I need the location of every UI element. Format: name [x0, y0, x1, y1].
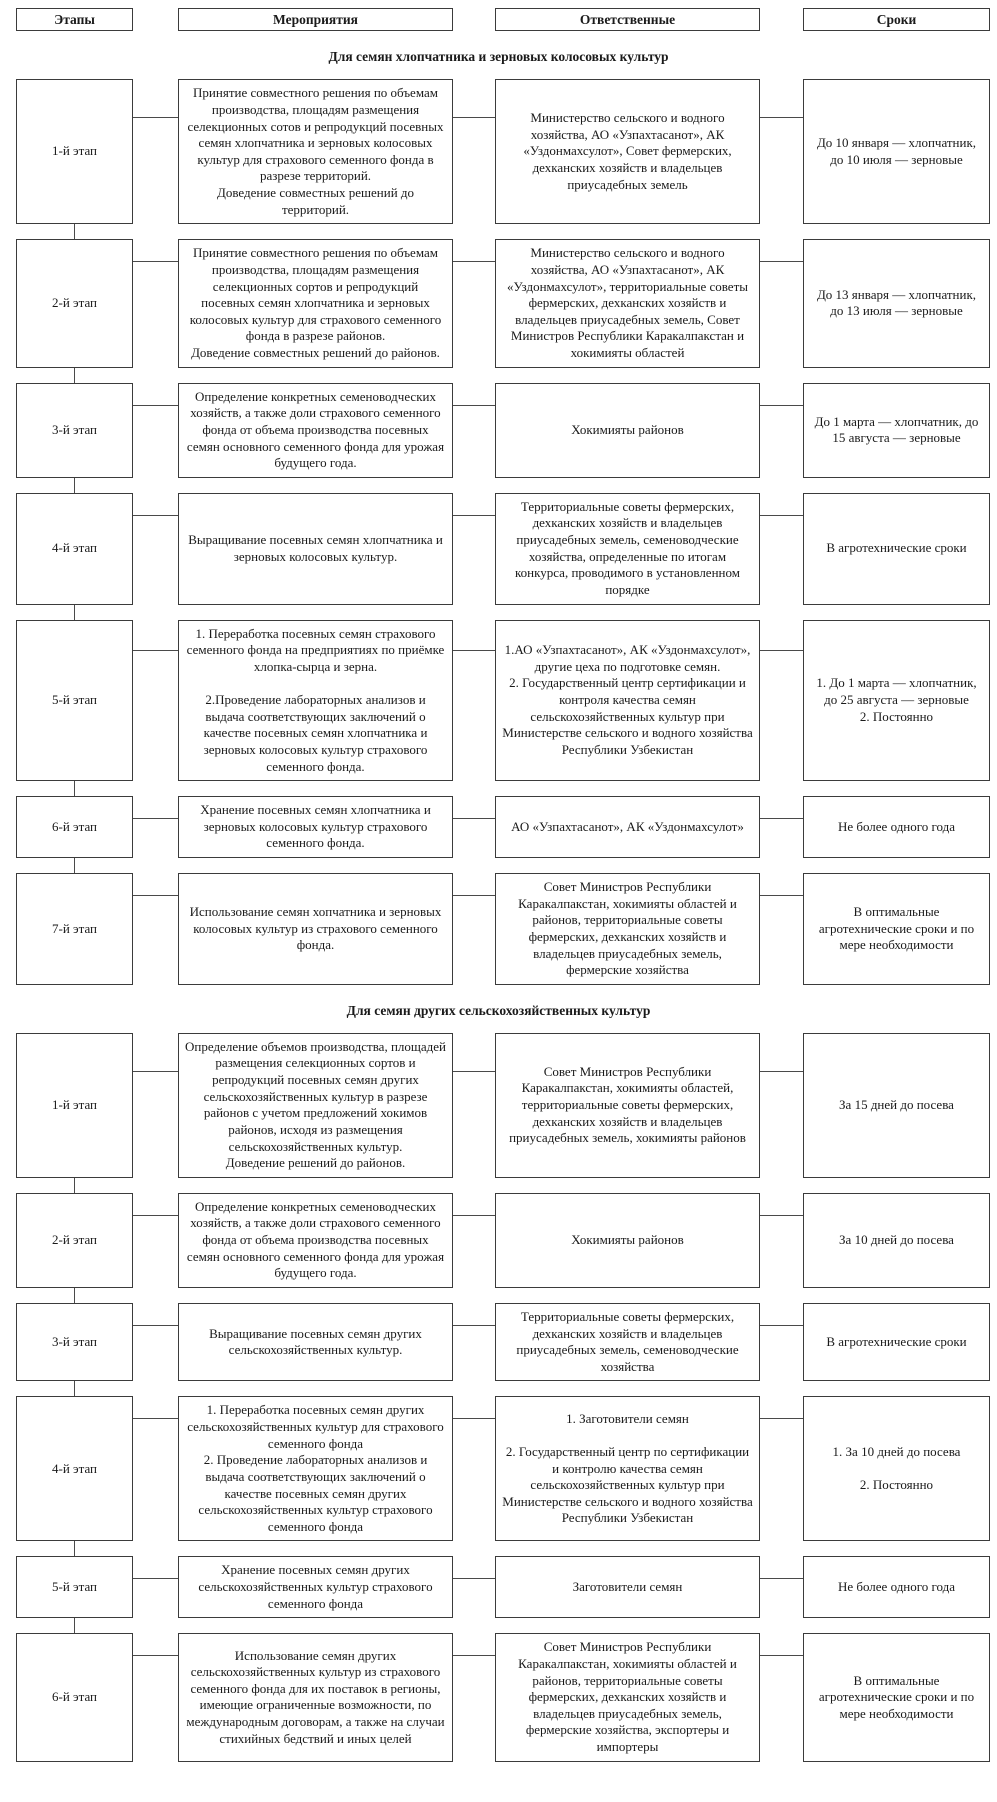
connector-stage-activity [133, 1578, 178, 1579]
stage-row [0, 1556, 997, 1618]
stage-box: 3-й этап [16, 383, 133, 478]
deadline-box: В агротехнические сроки [803, 493, 990, 605]
stage-box: 2-й этап [16, 239, 133, 367]
responsible-box: АО «Узпахтасанот», АК «Уздонмахсулот» [495, 796, 760, 858]
connector-vertical [74, 1618, 75, 1633]
stage-row [0, 1633, 997, 1761]
deadline-box: До 1 марта — хлопчатник, до 15 августа — зерновые [803, 383, 990, 478]
connector-activity-responsible [453, 117, 495, 118]
activity-box: 1. Переработка посевных семян других сельскохозяйственных культур для страхового семенного фонда 2. Проведение лабораторных анализов и выдача соответствующих заключений о качестве посевных семян других сельскохозяйственных культур страхового семенного фонда [178, 1396, 453, 1541]
responsible-box: Хокимияты районов [495, 383, 760, 478]
connector-responsible-deadline [760, 1418, 803, 1419]
stage-row [0, 79, 997, 224]
deadline-box: Не более одного года [803, 1556, 990, 1618]
activity-box: Определение конкретных семеноводческих хозяйств, а также доли страхового семенного фонда от объема производства посевных семян основного семенного фонда для урожая будущего года. [178, 383, 453, 478]
deadline-box: 1. За 10 дней до посева 2. Постоянно [803, 1396, 990, 1541]
connector-vertical [74, 368, 75, 383]
activity-box: 1. Переработка посевных семян страхового семенного фонда на предприятиях по приёмке хлопка-сырца и зерна. 2.Проведение лабораторных анализов и выдача соответствующих заключений о качестве посевных семян хлопчатника и зерновых колосовых культур страхового семенного фонда. [178, 620, 453, 782]
connector-activity-responsible [453, 1418, 495, 1419]
stage-box: 7-й этап [16, 873, 133, 985]
deadline-box: 1. До 1 марта — хлопчатник, до 25 августа — зерновые 2. Постоянно [803, 620, 990, 782]
stage-row [0, 1396, 997, 1541]
responsible-box: Совет Министров Республики Каракалпакстан, хокимияты областей, территориальные советы фермерских, дехканских хозяйств и владельцев приусадебных земель, хокимияты районов [495, 1033, 760, 1178]
deadline-box: В оптимальные агротехнические сроки и по мере необходимости [803, 873, 990, 985]
connector-responsible-deadline [760, 1215, 803, 1216]
connector-stage-activity [133, 1655, 178, 1656]
connector-activity-responsible [453, 1655, 495, 1656]
deadline-box: В агротехнические сроки [803, 1303, 990, 1382]
column-header-responsible: Ответственные [495, 8, 760, 31]
deadline-box: За 15 дней до посева [803, 1033, 990, 1178]
activity-box: Определение объемов производства, площадей размещения селекционных сортов и репродукций посевных семян других сельскохозяйственных культур в разрезе районов с учетом предложений хокимов районов, исходя из размещения сельскохозяйственных культур. Доведение решений до районов. [178, 1033, 453, 1178]
activity-box: Хранение посевных семян других сельскохозяйственных культур страхового семенного фонда [178, 1556, 453, 1618]
stage-row [0, 239, 997, 367]
connector-vertical [74, 1178, 75, 1193]
connector-stage-activity [133, 405, 178, 406]
stage-row [0, 1303, 997, 1382]
connector-activity-responsible [453, 895, 495, 896]
responsible-box: Хокимияты районов [495, 1193, 760, 1288]
responsible-box: 1. Заготовители семян 2. Государственный центр по сертификации и контролю качества семян сельскохозяйственных культур при Министерстве сельского и водного хозяйства Республики Узбекистан [495, 1396, 760, 1541]
connector-stage-activity [133, 515, 178, 516]
stage-row [0, 1033, 997, 1178]
connector-vertical [74, 1541, 75, 1556]
responsible-box: Территориальные советы фермерских, дехканских хозяйств и владельцев приусадебных земель, семеноводческие хозяйства [495, 1303, 760, 1382]
connector-vertical [74, 605, 75, 620]
column-header-deadlines: Сроки [803, 8, 990, 31]
column-header-activities: Мероприятия [178, 8, 453, 31]
stage-row [0, 1193, 997, 1288]
connector-responsible-deadline [760, 117, 803, 118]
stage-box: 3-й этап [16, 1303, 133, 1382]
connector-activity-responsible [453, 1325, 495, 1326]
activity-box: Хранение посевных семян хлопчатника и зерновых колосовых культур страхового семенного фонда. [178, 796, 453, 858]
stage-box: 1-й этап [16, 1033, 133, 1178]
connector-responsible-deadline [760, 1578, 803, 1579]
connector-stage-activity [133, 818, 178, 819]
connector-stage-activity [133, 1071, 178, 1072]
responsible-box: Министерство сельского и водного хозяйства, АО «Узпахтасанот», АК «Уздонмахсулот», территориальные советы фермерских, дехканских хозяйств и владельцев приусадебных земель, Совет Министров Республики Каракалпакстан и хокимияты областей [495, 239, 760, 367]
connector-activity-responsible [453, 1578, 495, 1579]
deadline-box: В оптимальные агротехнические сроки и по мере необходимости [803, 1633, 990, 1761]
deadline-box: Не более одного года [803, 796, 990, 858]
deadline-box: За 10 дней до посева [803, 1193, 990, 1288]
column-headers [0, 8, 997, 31]
activity-box: Использование семян хопчатника и зерновых колосовых культур из страхового семенного фонда. [178, 873, 453, 985]
connector-vertical [74, 781, 75, 796]
activity-box: Выращивание посевных семян хлопчатника и зерновых колосовых культур. [178, 493, 453, 605]
activity-box: Выращивание посевных семян других сельскохозяйственных культур. [178, 1303, 453, 1382]
stage-row [0, 383, 997, 478]
connector-responsible-deadline [760, 650, 803, 651]
responsible-box: Заготовители семян [495, 1556, 760, 1618]
stage-row [0, 493, 997, 605]
connector-activity-responsible [453, 261, 495, 262]
responsible-box: Территориальные советы фермерских, дехканских хозяйств и владельцев приусадебных земель, семеноводческие хозяйства, определенные по итогам конкурса, проводимого в установленном порядке [495, 493, 760, 605]
connector-stage-activity [133, 650, 178, 651]
deadline-box: До 13 января — хлопчатник, до 13 июля — зерновые [803, 239, 990, 367]
stage-box: 5-й этап [16, 1556, 133, 1618]
connector-responsible-deadline [760, 405, 803, 406]
stage-box: 4-й этап [16, 1396, 133, 1541]
stage-row [0, 873, 997, 985]
activity-box: Использование семян других сельскохозяйственных культур из страхового семенного фонда для их поставок в регионы, имеющие ограниченные возможности, по международным договорам, а также на случаи стихийных бедствий и иных целей [178, 1633, 453, 1761]
activity-box: Принятие совместного решения по объемам производства, площадям размещения селекционных сотов и репродукций посевных семян хлопчатника и зерновых колосовых культур для страхового семенного фонда в разрезе территорий. Доведение совместных решений до территорий. [178, 79, 453, 224]
connector-activity-responsible [453, 818, 495, 819]
activity-box: Принятие совместного решения по объемам производства, площадям размещения селекционных сортов и репродукций посевных семян хлопчатника и зерновых колосовых культур для страхового семенного фонда в разрезе районов. Доведение совместных решений до районов. [178, 239, 453, 367]
connector-responsible-deadline [760, 1655, 803, 1656]
stage-box: 5-й этап [16, 620, 133, 782]
connector-stage-activity [133, 1215, 178, 1216]
stage-box: 6-й этап [16, 796, 133, 858]
connector-vertical [74, 1288, 75, 1303]
connector-activity-responsible [453, 1215, 495, 1216]
column-header-stages: Этапы [16, 8, 133, 31]
connector-stage-activity [133, 117, 178, 118]
connector-responsible-deadline [760, 818, 803, 819]
responsible-box: Министерство сельского и водного хозяйства, АО «Узпахтасанот», АК «Уздонмахсулот», Совет фермерских, дехканских хозяйств и владельцев приусадебных земель [495, 79, 760, 224]
connector-responsible-deadline [760, 261, 803, 262]
responsible-box: Совет Министров Республики Каракалпакстан, хокимияты областей и районов, территориальные советы фермерских, дехканских хозяйств и владельцев приусадебных земель, фермерские хозяйства, экспортеры и импортеры [495, 1633, 760, 1761]
connector-responsible-deadline [760, 895, 803, 896]
connector-vertical [74, 858, 75, 873]
deadline-box: До 10 января — хлопчатник, до 10 июля — зерновые [803, 79, 990, 224]
stage-box: 1-й этап [16, 79, 133, 224]
connector-stage-activity [133, 895, 178, 896]
connector-activity-responsible [453, 515, 495, 516]
stage-row [0, 796, 997, 858]
connector-activity-responsible [453, 650, 495, 651]
connector-stage-activity [133, 1418, 178, 1419]
connector-stage-activity [133, 261, 178, 262]
stage-box: 6-й этап [16, 1633, 133, 1761]
responsible-box: 1.АО «Узпахтасанот», АК «Уздонмахсулот», другие цеха по подготовке семян. 2. Государственный центр сертификации и контроля качества семян сельскохозяйственных культур при Министерстве сельского и водного хозяйства Республики Узбекистан [495, 620, 760, 782]
connector-vertical [74, 224, 75, 239]
stage-box: 4-й этап [16, 493, 133, 605]
activity-box: Определение конкретных семеноводческих хозяйств, а также доли страхового семенного фонда от объема производства посевных семян основного семенного фонда для урожая будущего года. [178, 1193, 453, 1288]
connector-responsible-deadline [760, 1325, 803, 1326]
stage-box: 2-й этап [16, 1193, 133, 1288]
responsible-box: Совет Министров Республики Каракалпакстан, хокимияты областей и районов, территориальные советы фермерских, дехканских хозяйств и владельцев приусадебных земель, фермерские хозяйства [495, 873, 760, 985]
section-title-cotton-grain: Для семян хлопчатника и зерновых колосовых культур [328, 49, 669, 65]
connector-stage-activity [133, 1325, 178, 1326]
stage-row [0, 620, 997, 782]
connector-activity-responsible [453, 405, 495, 406]
connector-responsible-deadline [760, 1071, 803, 1072]
connector-vertical [74, 1381, 75, 1396]
connector-activity-responsible [453, 1071, 495, 1072]
connector-vertical [74, 478, 75, 493]
connector-responsible-deadline [760, 515, 803, 516]
section-title-other-crops: Для семян других сельскохозяйственных культур [346, 1002, 651, 1018]
